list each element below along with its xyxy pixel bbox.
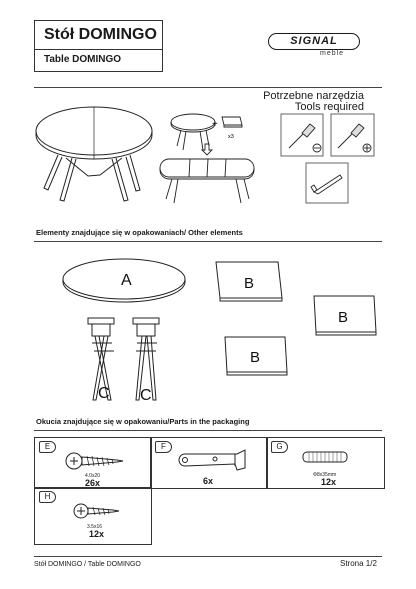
part-qty-e: 26x [85, 478, 101, 488]
plus-sign: + [212, 119, 218, 130]
leg-label-2: C [140, 387, 152, 404]
part-qty-h: 12x [89, 529, 105, 539]
short-screw-icon [73, 498, 123, 524]
part-cell-f [150, 437, 268, 489]
fittings-rule [34, 430, 382, 431]
leaf-label-1: B [244, 275, 255, 292]
part-size-e: 4.0x20 [85, 473, 101, 479]
elements-section-title: Elementy znajdujące się w opakowaniach/ Other elements [36, 228, 243, 237]
brand-subtitle: meble [320, 50, 345, 57]
title-polish: Stół DOMINGO [44, 26, 157, 43]
part-size-g: Φ8x35mm [313, 472, 337, 478]
wooden-dowel-icon [301, 450, 351, 464]
part-cell-g [266, 437, 385, 489]
part-tag-h: H [39, 491, 56, 503]
part-cell-e [34, 437, 152, 489]
parts-table [34, 437, 383, 544]
footer-document-title: Stół DOMINGO / Table DOMINGO [34, 561, 141, 568]
part-tag-g: G [271, 441, 288, 453]
part-size-h: 3.5x16 [87, 524, 103, 530]
tabletop-label: A [121, 272, 132, 289]
wood-screw-icon [65, 446, 125, 474]
tools-title-english: Tools required [294, 101, 364, 113]
part-tag-f: F [155, 441, 172, 453]
leaf-quantity: x3 [228, 134, 234, 140]
leaf-label-2: B [338, 309, 349, 326]
part-cell-h [34, 487, 152, 545]
leaf-label-3: B [250, 349, 261, 366]
footer-rule [34, 556, 382, 557]
part-qty-f: 6x [203, 476, 214, 486]
tools-title-polish: Potrzebne narzędzia [263, 90, 364, 102]
connector-bracket-icon [175, 446, 249, 474]
fittings-section-title: Okucia znajdujące się w opakowaniu/Parts in the packaging [36, 417, 250, 426]
part-tag-e: E [39, 441, 56, 453]
footer-page-number: Strona 1/2 [340, 559, 377, 568]
leg-label-1: C [98, 385, 110, 402]
part-qty-g: 12x [321, 477, 337, 487]
title-english: Table DOMINGO [44, 54, 122, 65]
brand-logo: SIGNAL [268, 33, 360, 50]
